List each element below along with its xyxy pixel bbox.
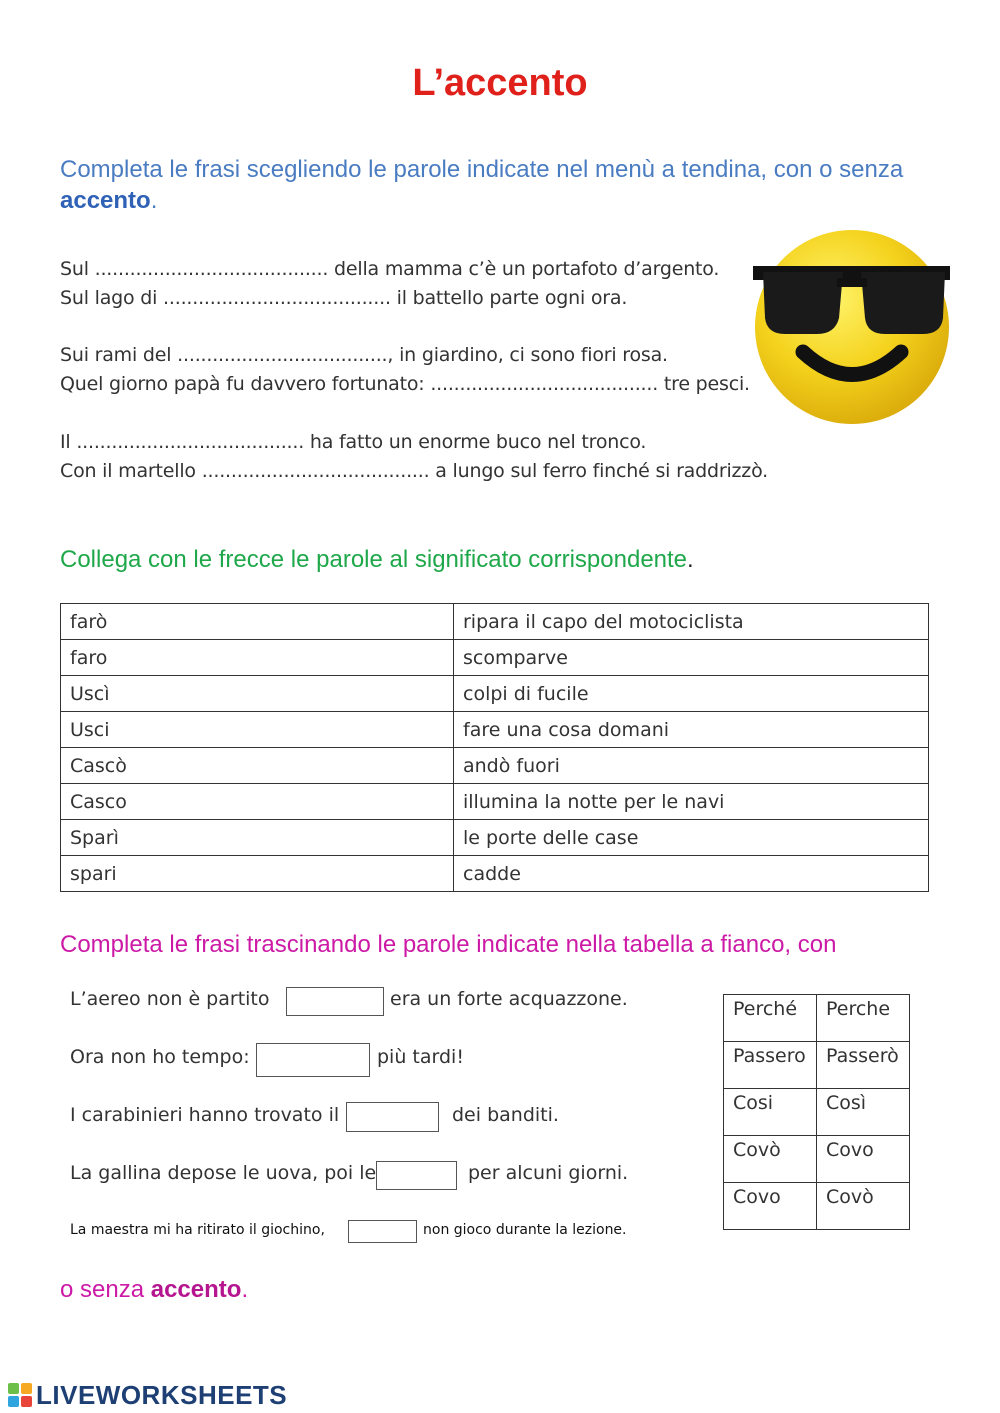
drag-sentence-1-after: era un forte acquazzone. — [390, 988, 628, 1010]
drag-sentence-4-after: per alcuni giorni. — [468, 1162, 629, 1184]
table-row — [61, 820, 929, 856]
sentence-4: Quel giorno papà fu davvero fortunato: ....................................... tre pesci. — [60, 373, 750, 395]
match-word[interactable]: faro — [61, 640, 454, 676]
match-meaning[interactable]: le porte delle case — [454, 820, 929, 856]
word-option[interactable]: Così — [817, 1089, 910, 1136]
table-row — [61, 856, 929, 892]
word-option[interactable]: Passero — [724, 1042, 817, 1089]
sentence-2: Sul lago di ....................................... il battello parte ogni ora. — [60, 287, 628, 309]
match-meaning[interactable]: illumina la notte per le navi — [454, 784, 929, 820]
table-row — [61, 640, 929, 676]
word-option[interactable]: Perche — [817, 995, 910, 1042]
word-option[interactable]: Covò — [817, 1183, 910, 1230]
match-meaning[interactable]: andò fuori — [454, 748, 929, 784]
table-row — [61, 748, 929, 784]
word-option[interactable]: Covo — [724, 1183, 817, 1230]
match-meaning[interactable]: fare una cosa domani — [454, 712, 929, 748]
word-option[interactable]: Cosi — [724, 1089, 817, 1136]
brand-name: LIVEWORKSHEETS — [36, 1380, 288, 1410]
drag-sentence-5-before: La maestra mi ha ritirato il giochino, — [70, 1222, 325, 1238]
section3-instruction: Completa le frasi trascinando le parole indicate nella tabella a fianco, con — [60, 931, 837, 958]
match-meaning[interactable]: cadde — [454, 856, 929, 892]
word-bank-table — [723, 994, 910, 1230]
table-row — [61, 712, 929, 748]
section3-instruction-continued: o senza accento. — [60, 1276, 249, 1303]
section1-instruction: Completa le frasi scegliendo le parole indicate nel menù a tendina, con o senza accento. — [60, 156, 904, 214]
match-word[interactable]: Cascò — [61, 748, 454, 784]
drag-sentence-3-after: dei banditi. — [452, 1104, 559, 1126]
match-word[interactable]: Sparì — [61, 820, 454, 856]
drag-sentence-5-after: non gioco durante la lezione. — [423, 1222, 627, 1238]
drop-box-5[interactable] — [348, 1220, 417, 1243]
drop-box-3[interactable] — [346, 1102, 439, 1132]
match-meaning[interactable]: scomparve — [454, 640, 929, 676]
table-row — [61, 676, 929, 712]
drag-sentence-3-before: I carabinieri hanno trovato il — [70, 1104, 340, 1126]
liveworksheets-logo-icon — [8, 1383, 32, 1407]
drop-box-2[interactable] — [256, 1043, 370, 1077]
word-option[interactable]: Covò — [724, 1136, 817, 1183]
match-word[interactable]: Casco — [61, 784, 454, 820]
table-row — [61, 604, 929, 640]
sentence-1: Sul ........................................ della mamma c’è un portafoto d’argento. — [60, 258, 720, 280]
match-word[interactable]: spari — [61, 856, 454, 892]
match-meaning[interactable]: colpi di fucile — [454, 676, 929, 712]
sentence-5: Il ....................................... ha fatto un enorme buco nel tronco. — [60, 431, 647, 453]
word-option[interactable]: Passerò — [817, 1042, 910, 1089]
table-row — [61, 784, 929, 820]
drag-sentence-4-before: La gallina depose le uova, poi le — [70, 1162, 377, 1184]
matching-table — [60, 603, 929, 892]
sentence-3: Sui rami del ...................................., in giardino, ci sono fiori rosa. — [60, 344, 668, 366]
match-meaning[interactable]: ripara il capo del motociclista — [454, 604, 929, 640]
match-word[interactable]: Uscì — [61, 676, 454, 712]
word-option[interactable]: Covo — [817, 1136, 910, 1183]
drag-sentence-2-before: Ora non ho tempo: — [70, 1046, 250, 1068]
drop-box-1[interactable] — [286, 987, 384, 1016]
section2-instruction: Collega con le frecce le parole al significato corrispondente. — [60, 546, 694, 573]
drag-sentence-1-before: L’aereo non è partito — [70, 988, 270, 1010]
page-title: L’accento — [412, 62, 588, 104]
drop-box-4[interactable] — [376, 1161, 457, 1190]
match-word[interactable]: farò — [61, 604, 454, 640]
sentence-6: Con il martello ....................................... a lungo sul ferro finché si raddrizzò. — [60, 460, 769, 482]
drag-sentence-2-after: più tardi! — [377, 1046, 464, 1068]
word-option[interactable]: Perché — [724, 995, 817, 1042]
sunglasses-smiley-icon — [745, 222, 955, 432]
match-word[interactable]: Usci — [61, 712, 454, 748]
